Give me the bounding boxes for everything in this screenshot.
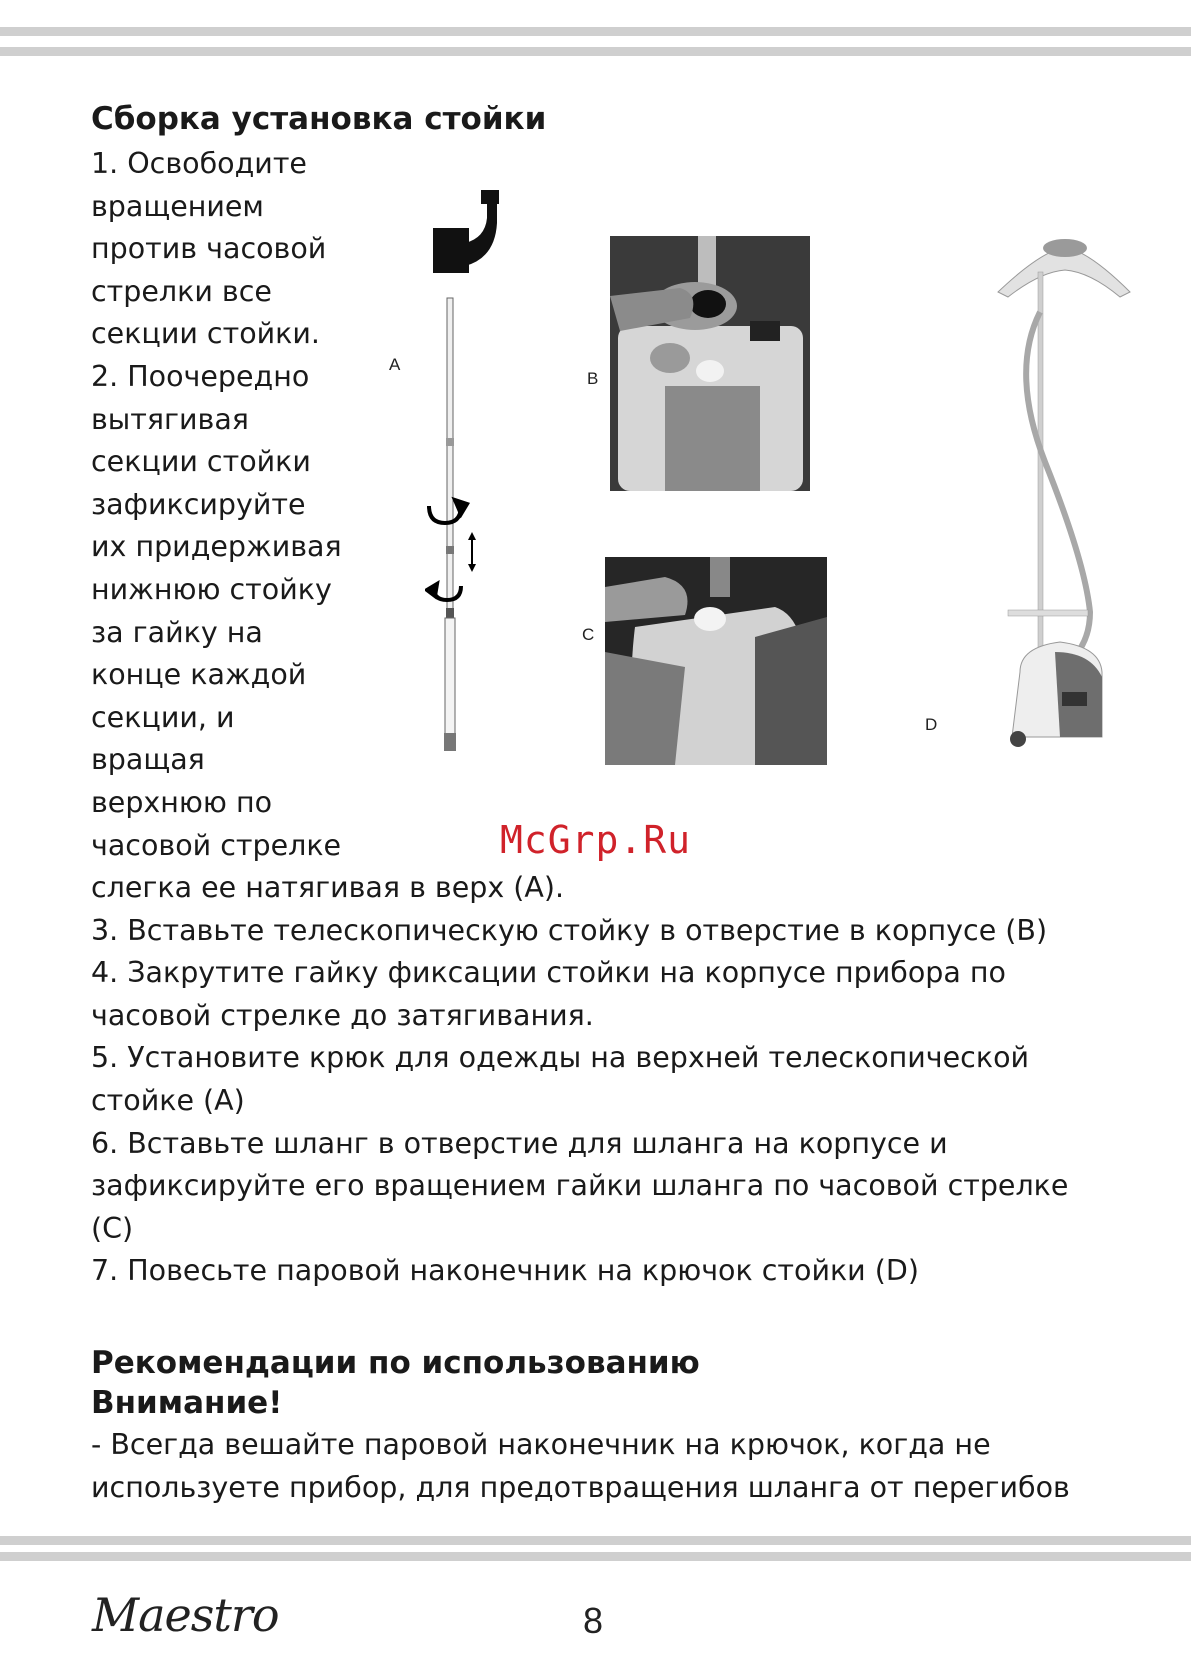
up-down-arrow-icon (468, 532, 476, 572)
figure-d-steamer-illustration (990, 232, 1140, 757)
text-line: зафиксируйте (91, 487, 306, 521)
text-line: секции, и (91, 700, 235, 734)
rotate-arrow-icon-2 (427, 584, 461, 600)
text-line: секции стойки. (91, 317, 320, 351)
text-line: часовой стрелке до затягивания. (91, 998, 594, 1032)
text-line: вращая (91, 743, 205, 777)
recommendations-text (91, 1424, 1070, 1509)
text-line: нижнюю стойку (91, 572, 332, 606)
text-line: против часовой (91, 232, 327, 266)
hanger (998, 239, 1130, 297)
text-line: слегка ее натягивая в верх (А). (91, 871, 565, 904)
text-line: зафиксируйте его вращением гайки шланга по часовой стрелке (91, 1169, 1069, 1203)
text-line: 4. Закрутите гайку фиксации стойки на корпусе прибора по (91, 956, 1006, 990)
text-line: верхнюю по (91, 785, 273, 819)
figure-label-c: C (582, 625, 595, 644)
assembly-instructions-wide (91, 867, 1068, 1293)
text-line: за гайку на (91, 615, 263, 649)
figure-c-photo (605, 557, 827, 765)
text-line: 5. Установите крюк для одежды на верхней телескопической (91, 1041, 1030, 1075)
text-line: (С) (91, 1211, 134, 1245)
text-line: 2. Поочередно (91, 359, 310, 393)
text-line: 7. Повесьте паровой наконечник на крючок стойки (D) (91, 1254, 919, 1288)
text-line: стойке (А) (91, 1083, 245, 1117)
text-line: стрелки все (91, 274, 272, 308)
attention-heading: Внимание! (91, 1385, 283, 1421)
section-title-recommendations: Рекомендации по использованию (91, 1345, 700, 1381)
top-rule-1 (0, 27, 1191, 36)
page-number: 8 (583, 1600, 604, 1641)
section-title-assembly: Сборка установка стойки (91, 101, 547, 137)
text-line: вытягивая (91, 402, 249, 436)
figure-label-b: B (587, 369, 599, 388)
hook-illustration (433, 190, 499, 273)
top-rule-2 (0, 47, 1191, 56)
assembly-instructions-narrow (91, 143, 342, 867)
figure-label-a: A (389, 355, 401, 374)
text-line: 3. Вставьте телескопическую стойку в отверстие в корпусе (В) (91, 913, 1048, 947)
text-line: используете прибор, для предотвращения шланга от перегибов (91, 1470, 1070, 1504)
figure-label-d: D (925, 715, 938, 734)
steamer-base (1010, 642, 1102, 747)
text-line: - Всегда вешайте паровой наконечник на крючок, когда не (91, 1428, 991, 1461)
watermark: McGrp.Ru (500, 818, 692, 862)
text-line: часовой стрелке (91, 828, 342, 862)
text-line: 6. Вставьте шланг в отверстие для шланга на корпусе и (91, 1126, 948, 1160)
text-line: их придерживая (91, 530, 342, 564)
figure-b-photo (610, 236, 810, 491)
brand-logo: Maestro (92, 1588, 279, 1642)
bottom-rule-1 (0, 1536, 1191, 1545)
figure-a-pole-illustration (425, 188, 505, 788)
text-line: вращением (91, 189, 264, 223)
text-line: конце каждой (91, 658, 307, 692)
text-line: 1. Освободите (91, 147, 307, 180)
bottom-rule-2 (0, 1552, 1191, 1561)
text-line: секции стойки (91, 445, 311, 479)
